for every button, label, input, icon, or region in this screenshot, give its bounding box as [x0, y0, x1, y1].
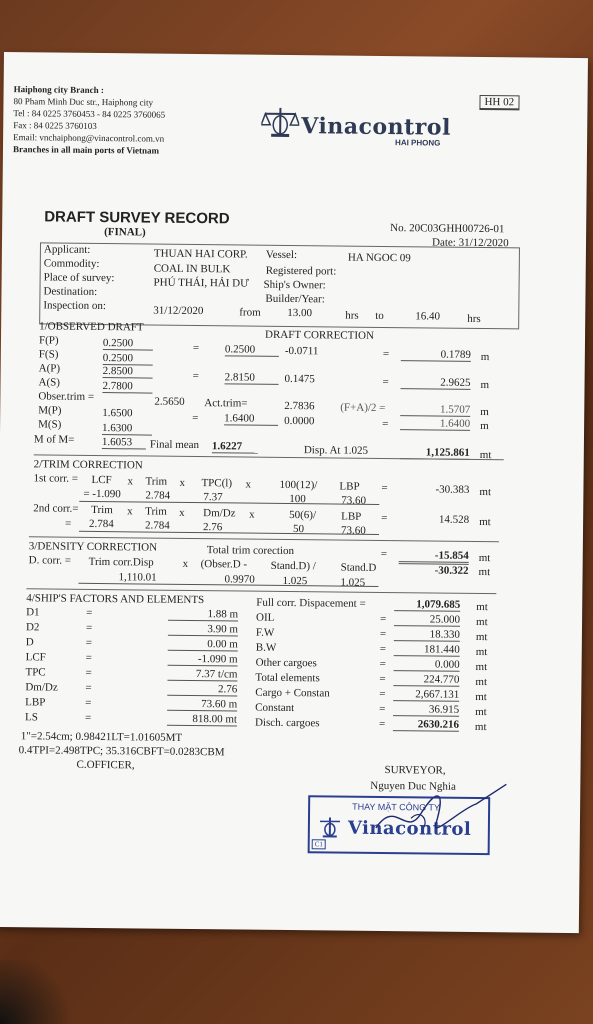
destination-label: Destination: [43, 285, 98, 298]
element-eq: = [379, 657, 386, 671]
element-value: 2,667.131 [393, 688, 459, 702]
mp-value: 1.6500 [102, 407, 133, 420]
mp-label: M(P) [38, 404, 62, 417]
c1-unit: mt [479, 486, 492, 499]
from-time: 13.00 [287, 306, 313, 320]
element-value: 0.000 [394, 658, 460, 672]
c1-v0: = -1.090 [83, 487, 121, 501]
c1-h2: Trim [145, 475, 168, 488]
dcorr-v2: 1.025 [282, 574, 308, 588]
factor-value: 1.88 m [168, 608, 238, 622]
officer-label: C.OFFICER, [76, 758, 135, 772]
density-title: 3/DENSITY CORRECTION [28, 540, 158, 554]
m-result: 1.6400 [400, 417, 470, 431]
element-key: Total elements [255, 671, 320, 685]
f-eq: = [192, 341, 200, 355]
final-mean-value: 1.6227 [212, 440, 258, 453]
factor-value: 3.90 m [168, 623, 238, 637]
element-key: Cargo + Constan [255, 686, 330, 700]
c1-eq: = [381, 481, 388, 495]
c2-h3: x [179, 506, 185, 519]
c1-h3: x [179, 476, 186, 489]
factor-key: D [25, 636, 34, 649]
factor-eq: = [85, 666, 92, 679]
dcorr-result: -30.322 [399, 563, 469, 577]
element-key: Full corr. Dispacement = [256, 596, 366, 610]
element-unit: mt [476, 600, 488, 614]
factor-eq: = [85, 681, 92, 694]
c2-h5: x [249, 508, 255, 521]
element-unit: mt [474, 720, 487, 734]
ms-value: 1.6300 [102, 422, 152, 436]
factor-value: 0.00 m [168, 638, 238, 652]
c2-eq: = [381, 511, 388, 525]
factor-eq: = [86, 606, 93, 619]
m-corr: 0.0000 [284, 414, 315, 428]
stamp-logo-text: Vinacontrol [347, 817, 472, 840]
element-key: Other cargoes [255, 656, 317, 670]
a-eq2: = [382, 375, 389, 389]
c2-h2: Trim [145, 505, 167, 518]
hrs-label-2: hrs [467, 312, 481, 326]
fa2-value: 1.5707 [400, 403, 470, 417]
a-mean: 2.8150 [225, 371, 279, 385]
factor-value: -1.090 m [168, 653, 238, 667]
vessel-value: HA NGOC 09 [347, 251, 411, 265]
element-key: OIL [256, 611, 275, 624]
mofm-label: M of M= [33, 433, 75, 446]
hrs-label-1: hrs [345, 309, 359, 322]
dcorr-h1: x [182, 557, 189, 570]
element-value: 36.915 [393, 703, 459, 717]
obs-trim-label: Obser.trim = [38, 390, 95, 403]
c1-h5: x [245, 478, 252, 491]
doc-date: Date: 31/12/2020 [431, 236, 509, 250]
correction-title: DRAFT CORRECTION [264, 328, 375, 342]
fp-value: 0.2500 [103, 337, 153, 351]
doc-title: DRAFT SURVEY RECORD [44, 208, 230, 228]
c1-h0: LCF [91, 473, 112, 487]
factor-key: Dm/Dz [25, 681, 58, 694]
act-trim-value: 2.7836 [284, 399, 315, 413]
c1-h7: LBP [339, 480, 360, 493]
element-unit: mt [475, 675, 488, 689]
c1-result: -30.383 [435, 483, 470, 496]
to-label: to [375, 309, 384, 322]
factor-key: LCF [25, 651, 46, 664]
as-value: 2.7800 [102, 380, 152, 394]
a-unit: m [480, 379, 490, 392]
place-label: Place of survey: [43, 271, 115, 285]
element-unit: mt [475, 705, 487, 719]
branch-note: Branches in all main ports of Vietnam [12, 144, 160, 156]
element-unit: mt [475, 645, 488, 659]
element-value: 1,079.685 [394, 598, 460, 612]
factor-key: LS [24, 711, 38, 724]
dcorr-v0: 1,110.01 [118, 571, 157, 584]
c1-h4: TPC(l) [201, 477, 233, 490]
c2-v0: = [65, 517, 72, 530]
c2-h6: 50(6)/ [289, 509, 317, 522]
scales-icon [261, 105, 299, 139]
from-label: from [239, 306, 261, 319]
disp-unit: mt [479, 449, 492, 462]
m-eq: = [192, 411, 199, 425]
factor-value: 73.60 m [167, 698, 237, 712]
c2-h4: Dm/Dz [203, 507, 236, 520]
f-mean: 0.2500 [225, 343, 279, 357]
element-eq: = [379, 702, 386, 716]
c2-v3: 2.76 [202, 521, 223, 534]
c2-result: 14.528 [438, 513, 470, 526]
c1-v4: 100 [289, 493, 306, 506]
fs-value: 0.2500 [103, 352, 153, 366]
ms-label: M(S) [38, 418, 62, 431]
total-trim-value: -15.854 [399, 549, 469, 563]
dcorr-unit: mt [478, 565, 491, 579]
c1-label: 1st corr. = [33, 472, 79, 485]
a-corr: 0.1475 [284, 372, 315, 386]
element-unit: mt [475, 660, 488, 674]
element-eq: = [379, 672, 386, 686]
c2-label: 2nd corr.= [33, 502, 79, 515]
mofm-value: 1.6053 [102, 436, 146, 449]
form-code: HH 02 [479, 95, 519, 110]
total-trim-eq: = [380, 547, 388, 561]
dcorr-h2: (Obser.D - [200, 558, 248, 571]
surveyor-label: SURVEYOR, [384, 764, 446, 777]
place-value: PHÚ THÁI, HẢI DƯ [153, 276, 249, 290]
m-mean: 1.6400 [224, 412, 278, 426]
c2-v5: 73.60 [340, 524, 366, 537]
doc-number: No. 20C03GHH00726-01 [390, 222, 505, 236]
dcorr-v3: 1.025 [340, 576, 366, 589]
m-eq2: = [382, 417, 389, 431]
note-conversion-1: 1"=2.54cm; 0.98421LT=1.01605MT [20, 730, 183, 744]
c2-unit: mt [479, 516, 491, 529]
factor-value: 7.37 t/cm [167, 668, 237, 682]
inspection-date: 31/12/2020 [153, 304, 204, 318]
logo-name: Vinacontrol [301, 113, 452, 141]
logo-sub: HAI PHONG [395, 138, 441, 148]
factor-key: TPC [25, 666, 46, 679]
c1-h1: x [127, 475, 134, 488]
fp-label: F(P) [38, 334, 59, 347]
c2-h1: x [127, 505, 133, 518]
element-unit: mt [475, 615, 488, 629]
act-trim-label: Act.trim= [204, 397, 248, 410]
vinacontrol-logo [261, 105, 299, 144]
to-time: 16.40 [415, 310, 441, 323]
element-value: 2630.216 [393, 718, 459, 732]
c2-h0: Trim [91, 503, 113, 517]
regport-label: Registered port: [265, 264, 337, 278]
factor-eq: = [85, 621, 93, 634]
disp-value: 1,125.861 [400, 446, 470, 460]
factor-key: LBP [25, 696, 46, 709]
stamp-code: C1 [312, 839, 326, 849]
element-unit: mt [475, 690, 487, 704]
builder-label: Builder/Year: [265, 292, 325, 306]
factor-value: 818.00 mt [167, 713, 237, 727]
m-unit: m [480, 420, 489, 433]
factor-eq: = [85, 636, 93, 649]
branch-address: 80 Pham Minh Duc str., Haiphong city [13, 96, 154, 108]
commodity-value: COAL IN BULK [153, 262, 231, 276]
element-eq: = [379, 687, 386, 701]
vessel-label: Vessel: [265, 248, 298, 262]
shadow [0, 960, 80, 1024]
factors-title: 4/SHIP'S FACTORS AND ELEMENTS [26, 592, 205, 607]
element-key: Constant [255, 701, 295, 715]
element-key: B.W [255, 641, 277, 654]
observed-title: 1/OBSERVED DRAFT [39, 320, 144, 334]
element-value: 224.770 [393, 673, 459, 687]
total-trim-unit: mt [478, 551, 491, 565]
dcorr-label: D. corr. = [28, 554, 71, 567]
fa2-unit: m [480, 406, 489, 419]
factor-value: 2.76 [167, 683, 237, 697]
c2-h7: LBP [341, 510, 362, 523]
element-key: Disch. cargoes [254, 716, 320, 730]
surveyor-name: Nguyen Duc Nghia [370, 779, 456, 793]
f-result: 0.1789 [401, 348, 471, 362]
c2-v1: 2.784 [89, 517, 114, 531]
trim-title: 2/TRIM CORRECTION [33, 458, 143, 472]
disp-label: Disp. At 1.025 [303, 444, 369, 457]
c1-h6: 100(12)/ [279, 478, 318, 492]
branch-title: Haiphong city Branch : [13, 84, 104, 96]
element-value: 181.440 [394, 643, 460, 657]
element-key: F.W [255, 626, 275, 639]
element-eq: = [380, 612, 387, 626]
fs-label: F(S) [38, 348, 59, 361]
branch-fax: Fax : 84 0225 3760103 [13, 120, 97, 131]
factor-eq: = [84, 711, 92, 724]
factor-eq: = [85, 651, 92, 664]
c2-v2: 2.784 [144, 519, 170, 532]
stamp-scales-icon [318, 815, 342, 839]
ap-value: 2.8500 [103, 365, 153, 379]
element-value: 18.330 [394, 628, 460, 642]
c1-v2: 2.784 [145, 489, 171, 502]
dcorr-h4: Stand.D [340, 561, 377, 574]
factor-key: D2 [25, 621, 40, 634]
f-eq2: = [382, 347, 390, 361]
a-result: 2.9625 [400, 376, 470, 390]
dcorr-v1: 0.9970 [224, 573, 255, 586]
ap-label: A(P) [38, 362, 61, 375]
total-trim-label: Total trim corection [206, 544, 295, 558]
f-unit: m [480, 351, 490, 364]
dcorr-h0: Trim corr.Disp [88, 555, 154, 569]
commodity-label: Commodity: [43, 257, 100, 271]
a-eq: = [192, 369, 199, 383]
branch-email: Email: vnchaiphong@vinacontrol.com.vn [13, 132, 165, 144]
applicant-value: THUAN HAI CORP. [153, 247, 248, 261]
draft-survey-sheet [0, 52, 588, 933]
c1-v3: 7.37 [203, 491, 223, 504]
doc-subtitle: (FINAL) [104, 226, 146, 239]
inspection-label: Inspection on: [43, 299, 107, 313]
element-eq: = [379, 642, 387, 656]
applicant-label: Applicant: [43, 243, 91, 256]
fa2-label: (F+A)/2 = [340, 401, 386, 415]
element-value: 25.000 [394, 613, 460, 627]
factor-eq: = [85, 696, 92, 709]
as-label: A(S) [38, 376, 60, 389]
element-unit: mt [475, 630, 488, 644]
c1-values-row [79, 488, 379, 505]
stamp-top-text: THAY MẶT CÔNG TY [352, 801, 441, 813]
element-eq: = [379, 627, 387, 641]
signature [366, 778, 517, 850]
branch-tel: Tel : 84 0225 3760453 - 84 0225 3760065 [13, 108, 166, 120]
note-conversion-2: 0.4TPI=2.498TPC; 35.316CBFT=0.0283CBM [18, 744, 225, 759]
factor-key: D1 [26, 606, 40, 619]
dcorr-h3: Stand.D) / [270, 559, 316, 573]
obs-trim-value: 2.5650 [154, 395, 185, 408]
owner-label: Ship's Owner: [263, 278, 326, 292]
element-eq: = [378, 717, 386, 731]
final-mean-label: Final mean [149, 438, 200, 452]
c2-values-row [79, 518, 379, 535]
c2-v4: 50 [292, 523, 305, 536]
f-corr: -0.0711 [284, 344, 319, 358]
c1-v5: 73.60 [341, 494, 367, 507]
